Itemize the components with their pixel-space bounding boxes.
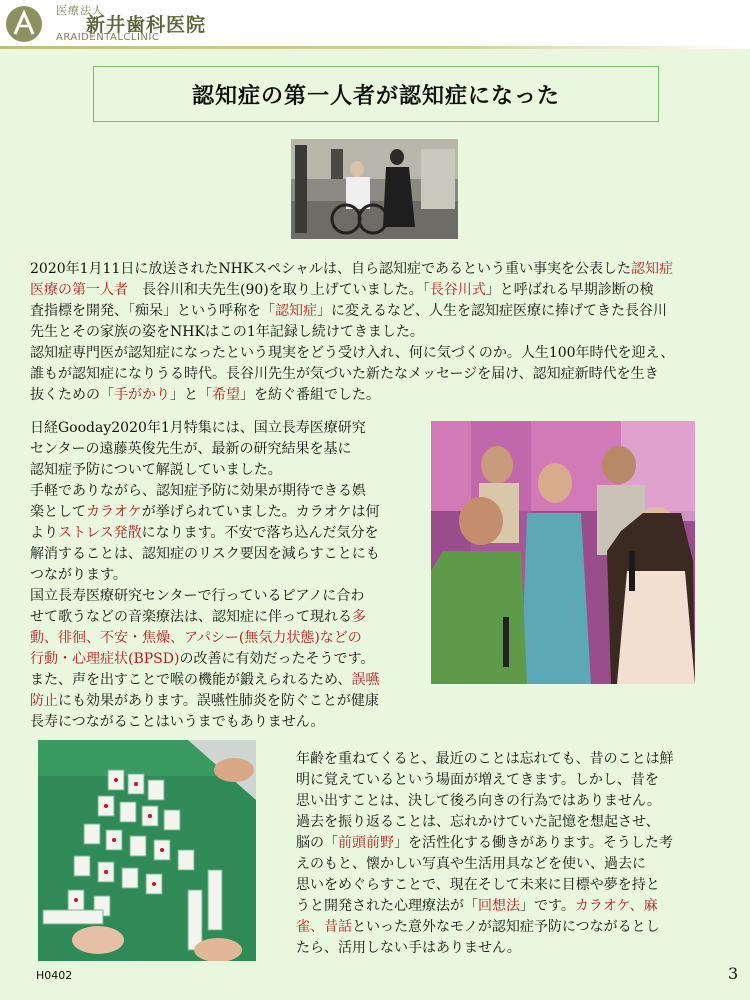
text-line xyxy=(30,565,402,586)
text-line xyxy=(30,670,402,691)
highlight-text: 防止 xyxy=(30,693,58,709)
body-text: 思いをめぐらすことで、現在そして未来に目標や夢を持と xyxy=(296,877,660,893)
body-text: 長谷川和夫先生(90)を取り上げていました。「 xyxy=(128,282,430,298)
highlight-text: 誤嚥 xyxy=(351,672,380,688)
clinic-logo-icon xyxy=(4,4,44,44)
text-line xyxy=(296,854,724,875)
body-text: 脳の「 xyxy=(296,835,338,851)
clinic-name: 新井歯科医院 xyxy=(86,14,207,36)
text-line xyxy=(296,749,724,770)
text-line xyxy=(296,833,724,854)
highlight-text: 動、徘徊、不安・焦燥、アパシー(無気力状態)などの xyxy=(30,630,362,646)
karaoke-paragraph xyxy=(30,418,402,733)
body-text: また、声を出すことで喉の機能が鍛えられるため、 xyxy=(30,672,352,688)
text-line xyxy=(30,301,720,322)
body-text: にも効果があります。誤嚥性肺炎を防ぐことが健康 xyxy=(58,693,379,709)
highlight-text: 行動・心理症状(BPSD) xyxy=(30,651,180,667)
text-line xyxy=(30,628,402,649)
body-text: たら、活用しない手はありません。 xyxy=(296,940,521,956)
wheelchair-family-photo xyxy=(291,139,458,239)
body-text: 明に覚えているという場面が増えてきます。しかし、昔を xyxy=(296,772,659,788)
clinic-name-en: ARAIDENTALCLINIC xyxy=(56,32,160,43)
page-header xyxy=(0,0,750,48)
text-line xyxy=(30,712,402,733)
text-line xyxy=(30,523,402,544)
text-line xyxy=(30,385,720,406)
highlight-text: 認知症 xyxy=(275,303,317,319)
mahjong-tiles-photo xyxy=(38,740,256,961)
text-line xyxy=(296,791,724,812)
body-text: 国立長寿医療研究センターで行っているピアノに合わ xyxy=(30,588,365,604)
text-line xyxy=(296,896,724,917)
highlight-text: 手がかり xyxy=(114,387,170,403)
text-line xyxy=(30,544,402,565)
text-line xyxy=(30,607,402,628)
text-line xyxy=(30,259,720,280)
text-line xyxy=(30,280,720,301)
body-text: せて歌うなどの音楽療法は、認知症に伴って現れる xyxy=(30,609,352,625)
body-text: 長寿につながることはいうまでもありません。 xyxy=(30,714,325,730)
text-line xyxy=(30,343,720,364)
body-text: えのもと、懐かしい写真や生活用具などを使い、過去に xyxy=(296,856,646,872)
reminiscence-paragraph xyxy=(296,749,724,959)
highlight-text: 認知症 xyxy=(631,261,673,277)
header-divider xyxy=(0,46,750,49)
highlight-text: カラオケ xyxy=(86,504,142,520)
highlight-text: カラオケ、麻 xyxy=(574,898,658,914)
body-text: 日経Gooday2020年1月特集には、国立長寿医療研究 xyxy=(30,420,366,436)
body-text: 思い出すことは、決して後ろ向きの行為ではありません。 xyxy=(296,793,661,809)
body-text: うと開発された心理療法が「 xyxy=(296,898,478,914)
body-text: 誰もが認知症になりうる時代。長谷川先生が気づいた新たなメッセージを届け、認知症新時代を生き xyxy=(30,366,659,382)
text-line xyxy=(30,586,402,607)
clinic-type: 医療法人 xyxy=(56,4,104,17)
body-text: センターの遠藤英俊先生が、最新の研究結果を基に xyxy=(30,441,352,457)
body-text: つながります。 xyxy=(30,567,127,583)
highlight-text: 医療の第一人者 xyxy=(30,282,128,298)
text-line xyxy=(30,460,402,481)
karaoke-family-photo xyxy=(431,421,695,684)
body-text: 査指標を開発、「痴呆」という呼称を「 xyxy=(30,303,275,319)
text-line xyxy=(30,418,402,439)
body-text: 認知症予防について解説していました。 xyxy=(30,462,282,478)
body-text: といった意外なモノが認知症予防につながるとし xyxy=(352,919,660,935)
body-text: 解消することは、認知症のリスク要因を減らすことにも xyxy=(30,546,380,562)
text-line xyxy=(30,502,402,523)
text-line xyxy=(30,481,402,502)
body-text: 」です。 xyxy=(520,898,575,914)
highlight-text: 雀、昔話 xyxy=(296,919,352,935)
body-text: 」と呼ばれる早期診断の検 xyxy=(485,282,654,298)
page-number: 3 xyxy=(728,964,739,983)
highlight-text: ストレス発散 xyxy=(58,525,142,541)
body-text: 」を活性化する働きがあります。そうした考 xyxy=(394,835,673,851)
highlight-text: 長谷川式 xyxy=(429,282,486,298)
text-line xyxy=(296,875,724,896)
nhk-special-paragraph xyxy=(30,259,720,406)
body-text: 手軽でありながら、認知症予防に効果が期待できる娯 xyxy=(30,483,366,499)
highlight-text: 前頭前野 xyxy=(338,835,394,851)
body-text: 先生とその家族の姿をNHKはこの1年記録し続けてきました。 xyxy=(30,324,424,340)
body-text: 年齢を重ねてくると、最近のことは忘れても、昔のことは鮮 xyxy=(296,751,674,767)
page-title: 認知症の第一人者が認知症になった xyxy=(191,82,560,109)
body-text: 過去を振り返ることは、忘れかけていた記憶を想起させ、 xyxy=(296,814,660,830)
text-line xyxy=(30,691,402,712)
body-text: の改善に有効だったそうです。 xyxy=(179,651,375,667)
body-text: 楽として xyxy=(30,504,86,520)
body-text: 」を紡ぐ番組でした。 xyxy=(240,387,380,403)
text-line xyxy=(30,649,402,670)
body-text: 」に変えるなど、人生を認知症医療に捧げてきた長谷川 xyxy=(317,303,667,319)
text-line xyxy=(296,812,724,833)
text-line xyxy=(30,364,720,385)
body-text: 」と「 xyxy=(170,387,212,403)
body-text: 2020年1月11日に放送されたNHKスペシャルは、自ら認知症であるという重い事実を公表した xyxy=(30,261,631,277)
body-text: 認知症専門医が認知症になったという現実をどう受け入れ、何に気づくのか。人生100年時代を迎え、 xyxy=(30,345,675,361)
body-text: になります。不安で落ち込んだ気分を xyxy=(141,525,379,541)
body-text: より xyxy=(30,525,58,541)
text-line xyxy=(30,439,402,460)
document-code: H0402 xyxy=(36,969,73,982)
title-box xyxy=(93,66,659,122)
highlight-text: 多 xyxy=(352,609,366,625)
body-text: が挙げられていました。カラオケは何 xyxy=(141,504,380,520)
text-line xyxy=(296,917,724,938)
text-line xyxy=(296,770,724,791)
highlight-text: 希望 xyxy=(212,387,240,403)
text-line xyxy=(30,322,720,343)
text-line xyxy=(296,938,724,959)
body-text: 抜くための「 xyxy=(30,387,114,403)
highlight-text: 回想法 xyxy=(478,898,520,914)
